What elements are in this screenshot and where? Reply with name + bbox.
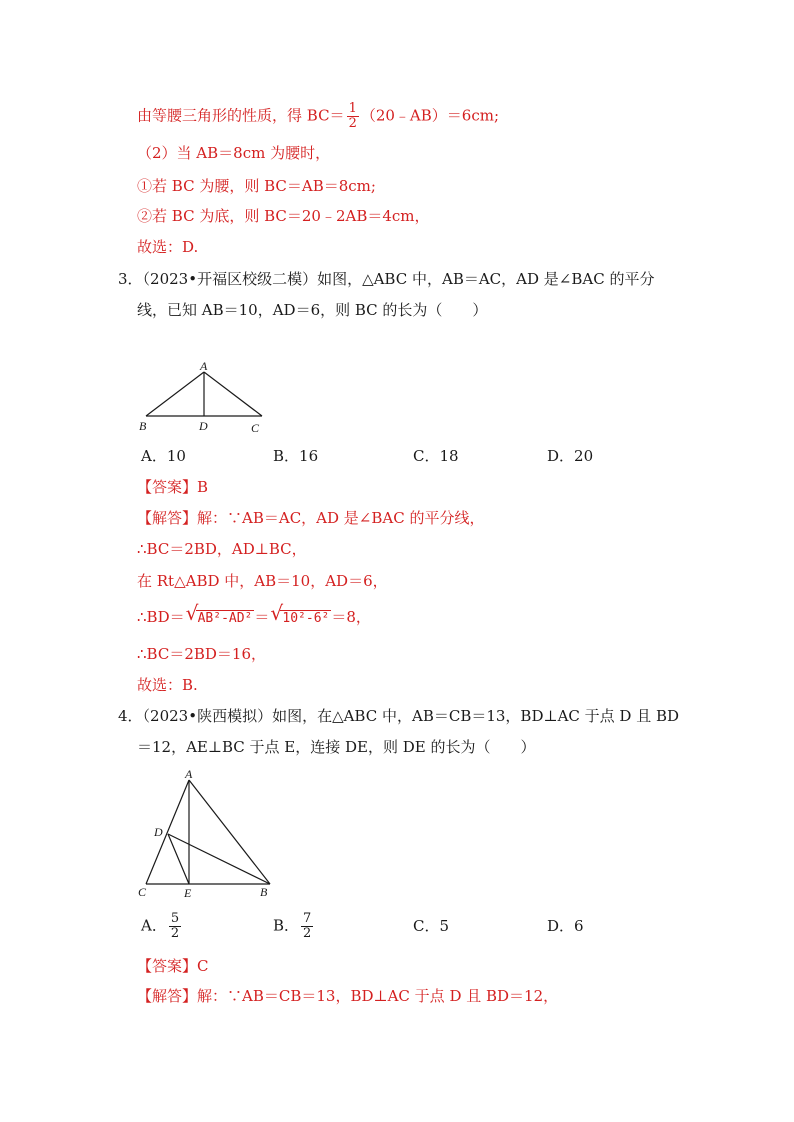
option-prefix: A． — [141, 916, 167, 935]
fraction-numerator: 1 — [348, 101, 357, 116]
segment-ac — [204, 372, 262, 416]
segment-ab — [146, 372, 204, 416]
solution-line-2: （2）当 AB＝8cm 为腰时， — [137, 144, 331, 162]
solution-text: （20﹣AB）＝6cm; — [360, 106, 500, 125]
radical-sign: √ — [270, 601, 284, 625]
q4-option-c: C．5 — [413, 917, 450, 935]
segment-bd — [168, 834, 270, 884]
question-4-figure — [134, 766, 284, 901]
q3-solution-line-3: 在 Rt△ABD 中，AB＝10，AD＝6， — [137, 572, 388, 590]
question-3-figure — [130, 358, 280, 438]
label-c: C — [138, 885, 147, 899]
solution-line-3: ①若 BC 为腰，则 BC＝AB＝8cm; — [137, 177, 376, 195]
fraction — [347, 102, 359, 131]
radical-sign: √ — [185, 601, 199, 625]
solution-line-1 — [137, 102, 499, 131]
fraction — [169, 912, 181, 941]
option-prefix: B． — [273, 916, 300, 935]
label-c: C — [251, 421, 260, 435]
segment-ab — [189, 780, 270, 884]
fraction-numerator: 5 — [170, 911, 180, 926]
radicand: 10²-6² — [282, 611, 330, 626]
q3-option-d: D．20 — [547, 447, 594, 465]
label-d: D — [154, 825, 163, 839]
label-a: A — [185, 767, 193, 781]
q3-solution-line-1: 【解答】解：∵AB＝AC，AD 是∠BAC 的平分线， — [137, 509, 485, 527]
q4-solution-line-1: 【解答】解：∵AB＝CB＝13，BD⊥AC 于点 D 且 BD＝12， — [137, 987, 559, 1005]
q4-answer: 【答案】C — [137, 957, 209, 975]
question-3-line-2: 线，已知 AB＝10，AD＝6，则 BC 的长为（ ） — [137, 301, 488, 319]
q4-option-d: D．6 — [547, 917, 584, 935]
label-d: D — [199, 419, 208, 433]
question-4-line-1: 4．（2023•陕西模拟）如图，在△ABC 中，AB＝CB＝13，BD⊥AC 于点 D 且 BD — [118, 707, 680, 725]
solution-text: ∴BD＝ — [137, 608, 185, 626]
label-b: B — [260, 885, 268, 899]
label-a: A — [200, 359, 208, 373]
square-root — [185, 601, 255, 630]
q3-solution-line-6: 故选：B. — [137, 676, 198, 694]
q4-option-b — [273, 912, 315, 941]
q4-option-a — [141, 912, 183, 941]
square-root — [270, 601, 331, 630]
q3-answer: 【答案】B — [137, 478, 209, 496]
q3-option-c: C．18 — [413, 447, 459, 465]
fraction-denominator: 2 — [303, 926, 312, 941]
q3-option-b: B．16 — [273, 447, 319, 465]
radicand: AB²-AD² — [197, 611, 253, 626]
solution-text: 由等腰三角形的性质，得 BC＝ — [137, 106, 345, 125]
solution-line-4: ②若 BC 为底，则 BC＝20﹣2AB＝4cm， — [137, 207, 430, 225]
segment-de — [168, 834, 189, 884]
fraction-denominator: 2 — [170, 926, 180, 941]
solution-line-5: 故选：D. — [137, 238, 199, 256]
q3-solution-line-2: ∴BC＝2BD，AD⊥BC， — [137, 540, 307, 558]
question-4-line-2: ＝12，AE⊥BC 于点 E，连接 DE，则 DE 的长为（ ） — [137, 738, 536, 756]
solution-text: ＝ — [254, 608, 270, 626]
label-e: E — [184, 886, 192, 900]
solution-text: ＝8， — [331, 608, 371, 626]
q3-option-a: A．10 — [141, 447, 186, 465]
q3-solution-line-5: ∴BC＝2BD＝16， — [137, 645, 267, 663]
fraction-numerator: 7 — [303, 911, 312, 926]
question-3-line-1: 3．（2023•开福区校级二模）如图，△ABC 中，AB＝AC，AD 是∠BAC 的平分 — [118, 270, 655, 288]
fraction-denominator: 2 — [348, 116, 357, 131]
fraction — [301, 912, 313, 941]
label-b: B — [139, 419, 147, 433]
q3-solution-line-4 — [137, 601, 371, 630]
